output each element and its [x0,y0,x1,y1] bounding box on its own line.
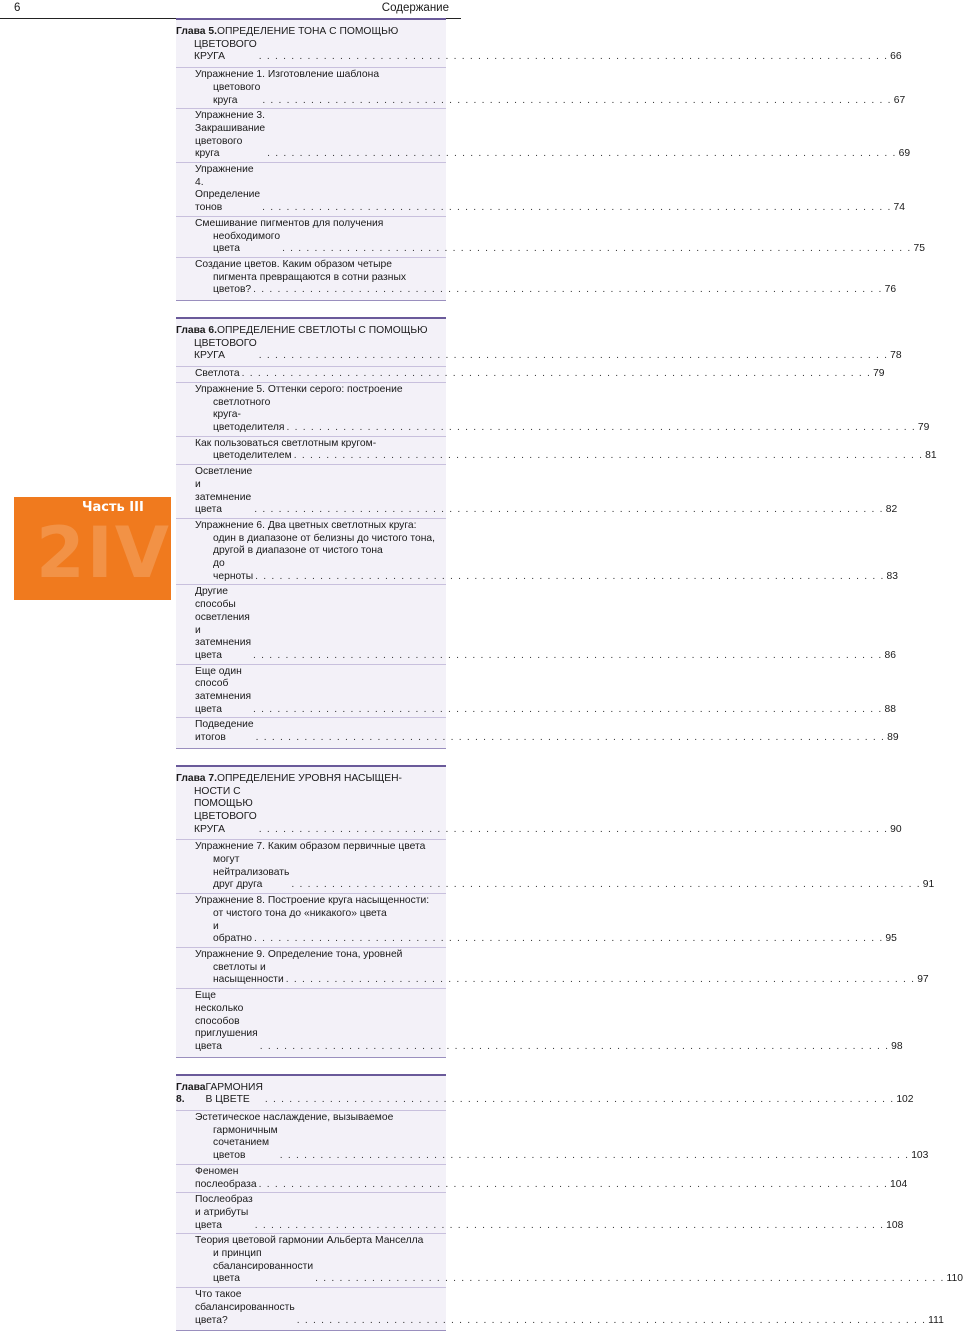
toc-line [195,854,935,892]
toc-entry[interactable] [176,1192,904,1233]
leader-dots [262,202,891,215]
chapter-block [176,1074,963,1331]
toc-line [176,325,446,338]
toc-line [195,368,885,381]
leader-dots [255,571,884,584]
toc-line [176,785,902,837]
leader-dots [256,732,885,745]
entry-page-number[interactable]: 88 [884,703,896,715]
toc-line [195,164,906,215]
entry-page-number[interactable]: 74 [893,202,906,214]
toc-line [195,81,906,107]
toc-line [195,1112,446,1125]
leader-dots [315,1273,944,1286]
toc-line-text: Упражнение 8. Построение круга насыщенности: [195,895,430,907]
toc-entry[interactable] [176,257,897,298]
leader-dots [262,95,891,108]
entry-page-number[interactable]: 82 [885,504,898,516]
leader-dots [265,1094,894,1107]
leader-dots [253,650,882,663]
toc-line [195,949,446,962]
entry-page-number[interactable]: 97 [917,974,929,986]
part-watermark: 2IV [36,512,171,594]
leader-dots [259,51,888,64]
entry-page-number[interactable]: 79 [917,421,930,433]
toc-line [195,284,897,297]
toc-line-text: ОПРЕДЕЛЕНИЕ СВЕТЛОТЫ С ПОМОЩЬЮ [216,325,428,337]
chapter-block [176,18,925,301]
toc-entry[interactable] [176,67,906,108]
leader-dots [291,879,920,892]
toc-line-text: другой в диапазоне от чистого тона [213,545,383,557]
page-number: 6 [14,2,21,14]
entry-page-number[interactable]: 81 [925,450,937,462]
leader-dots [253,704,882,717]
chapter-gap [176,749,446,765]
toc-line [195,533,446,546]
toc-line [195,1289,944,1327]
entry-page-number[interactable]: 111 [928,1314,944,1326]
toc-line-text: от чистого тона до «никакого» цвета [213,907,387,919]
toc-entry[interactable] [176,584,896,663]
leader-dots [259,1179,888,1192]
toc-entry[interactable] [176,366,885,382]
toc-entry[interactable] [176,717,899,745]
toc-line [195,466,898,517]
leader-dots [254,933,883,946]
toc-entry[interactable] [176,1287,944,1328]
entry-page-number[interactable]: 69 [898,148,911,160]
toc-line-text: Упражнение 6. Два цветных светлотных круга: [195,519,417,531]
chapter-title[interactable] [176,772,902,840]
toc-line [195,438,446,451]
chapter-label: Глава 6. [176,325,217,337]
toc-entry[interactable] [176,1110,929,1164]
toc-line-text: ГАРМОНИЯ В ЦВЕТЕ [205,1081,263,1106]
toc-line-text: Создание цветов. Каким образом четыре [195,258,392,270]
toc-line [195,586,896,662]
leader-dots [260,1041,889,1054]
toc-line-text: необходимого цвета [213,230,281,255]
chapter-title[interactable] [176,26,902,67]
toc-entry[interactable] [176,839,935,893]
toc-entry[interactable] [176,518,899,585]
toc-line-text: Упражнение 7. Каким образом первичные цвета [195,841,426,853]
toc-entry[interactable] [176,162,906,216]
toc-line [195,218,446,231]
toc-entry[interactable] [176,108,911,162]
toc-line [195,259,446,272]
toc-line [176,38,902,64]
toc-line-text: Другие способы осветления и затемнения цвета [195,586,252,661]
entry-page-number[interactable]: 104 [890,1178,908,1190]
table-of-contents [176,18,963,1331]
toc-line [195,1235,446,1248]
toc-line-text: светлоты и насыщенности [213,961,284,986]
toc-entry[interactable] [176,436,937,464]
leader-dots [294,450,923,463]
toc-entry[interactable] [176,947,929,988]
toc-line-text: гармоничным сочетанием цветов [213,1124,278,1162]
chapter-gap [176,1058,446,1074]
toc-line-text: Упражнение 1. Изготовление шаблона [195,69,380,81]
toc-line [176,337,902,363]
toc-line [195,908,446,921]
toc-line-text: Еще несколько способов приглушения цвета [195,990,258,1052]
toc-entry[interactable] [176,216,925,257]
toc-line [176,773,446,786]
leader-dots [242,368,871,381]
toc-line [195,1165,908,1191]
toc-line-text: ОПРЕДЕЛЕНИЕ ТОНА С ПОМОЩЬЮ [216,26,399,37]
chapter-title[interactable] [176,325,902,366]
chapter-title[interactable] [176,1081,914,1110]
toc-line [195,895,446,908]
toc-line [195,665,896,717]
toc-entry[interactable] [176,893,897,947]
toc-line-text: цветового круга [213,81,261,106]
toc-line-text: Упражнение 4. Определение тонов [195,164,261,214]
toc-line [195,920,897,946]
leader-dots [267,148,896,161]
chapter-page-number[interactable]: 78 [890,350,902,362]
entry-page-number[interactable]: 98 [891,1040,903,1052]
entry-page-number[interactable]: 67 [893,94,906,106]
toc-line-text: Светлота [195,368,240,380]
toc-line-text: Послеобраз и атрибуты цвета [195,1194,253,1231]
toc-line-text: Еще один способ затемнения цвета [195,665,252,715]
leader-dots [297,1315,926,1328]
chapter-page-number[interactable]: 66 [890,51,902,63]
leader-dots [255,1220,884,1233]
entry-page-number[interactable]: 89 [887,732,899,744]
toc-line-text: и обратно [213,920,252,945]
entry-page-number[interactable]: 110 [946,1273,963,1285]
chapter-page-number[interactable]: 102 [896,1094,914,1106]
toc-line [176,26,446,39]
toc-line [195,396,930,435]
toc-line-text: ЦВЕТОВОГО КРУГА [194,337,257,362]
toc-line-text: Смешивание пигментов для получения [195,217,384,229]
toc-line-text: ЦВЕТОВОГО КРУГА [194,38,257,63]
toc-line-text: ОПРЕДЕЛЕНИЕ УРОВНЯ НАСЫЩЕН- [216,772,402,784]
entry-page-number[interactable]: 91 [922,879,935,891]
toc-line [195,841,446,854]
toc-line-text: Подведение итогов [195,719,254,744]
toc-line-text: НОСТИ С ПОМОЩЬЮ ЦВЕТОВОГО КРУГА [194,785,257,835]
toc-line-text: Осветление и затемнение цвета [195,466,253,516]
entry-page-number[interactable]: 76 [884,284,897,296]
entry-page-number[interactable]: 79 [873,368,885,380]
chapter-block [176,765,935,1058]
toc-line [195,450,937,463]
toc-line [195,69,446,82]
toc-line-text: один в диапазоне от белизны до чистого тона, [213,532,435,544]
leader-dots [282,243,911,256]
toc-line-text: Что такое сбалансированность цвета? [195,1289,295,1326]
toc-line-text: Как пользоваться светлотным кругом- [195,437,377,449]
running-title: Содержание [381,2,449,14]
toc-line [195,961,929,987]
toc-line-text: до черноты [213,558,254,582]
leader-dots [253,284,882,297]
toc-line [195,230,925,256]
toc-line [195,1194,904,1232]
leader-dots [259,824,888,837]
chapter-block [176,317,937,749]
entry-page-number[interactable]: 83 [886,570,899,582]
toc-line [195,272,446,285]
entry-page-number[interactable]: 95 [885,933,897,945]
toc-line-text: цветоделителем [213,450,292,462]
chapter-page-number[interactable]: 90 [890,823,902,835]
toc-line-text: Эстетическое наслаждение, вызываемое [195,1112,394,1124]
toc-line [195,719,899,744]
toc-line [195,110,911,161]
chapter-label: Глава 8. [176,1081,206,1106]
toc-line-text: Упражнение 9. Определение тона, уровней [195,949,403,960]
leader-dots [280,1150,909,1163]
toc-line-text: цветов? [213,284,252,296]
leader-dots [259,350,888,363]
chapter-label: Глава 7. [176,772,217,784]
entry-page-number[interactable]: 103 [911,1150,929,1162]
toc-line-text: пигмента превращаются в сотни разных [213,271,407,283]
toc-entry[interactable] [176,988,903,1055]
toc-entry[interactable] [176,382,930,436]
toc-line-text: Упражнение 3. Закрашивание цветового круга [195,110,266,160]
toc-line [176,1081,914,1107]
toc-line [195,520,446,533]
entry-page-number[interactable]: 108 [886,1219,904,1231]
toc-line-text: Упражнение 5. Оттенки серого: построение [195,383,403,395]
toc-entry[interactable] [176,1164,908,1192]
entry-page-number[interactable]: 75 [913,243,925,255]
toc-line-text: могут нейтрализовать друг друга [213,854,290,891]
toc-line [195,545,446,558]
toc-line-text: Феномен послеобраза [195,1165,257,1190]
leader-dots [254,504,883,517]
toc-line-text: и принцип сбалансированности цвета [213,1248,314,1285]
leader-dots [286,422,915,435]
leader-dots [286,974,915,987]
chapter-label: Глава 5. [176,26,217,37]
part-label: Часть III [82,500,144,515]
toc-line-text: Теория цветовой гармонии Альберта Манселла [195,1235,424,1247]
entry-page-number[interactable]: 86 [884,649,896,661]
toc-line [195,558,899,583]
toc-line [195,384,446,397]
toc-line-text: светлотного круга-цветоделителя [213,396,285,433]
toc-line [195,990,903,1054]
toc-entry[interactable] [176,1233,963,1287]
toc-line [195,1124,929,1163]
toc-line [195,1248,963,1286]
toc-entry[interactable] [176,664,896,718]
page-header [0,0,461,19]
toc-entry[interactable] [176,464,898,518]
chapter-gap [176,301,446,317]
